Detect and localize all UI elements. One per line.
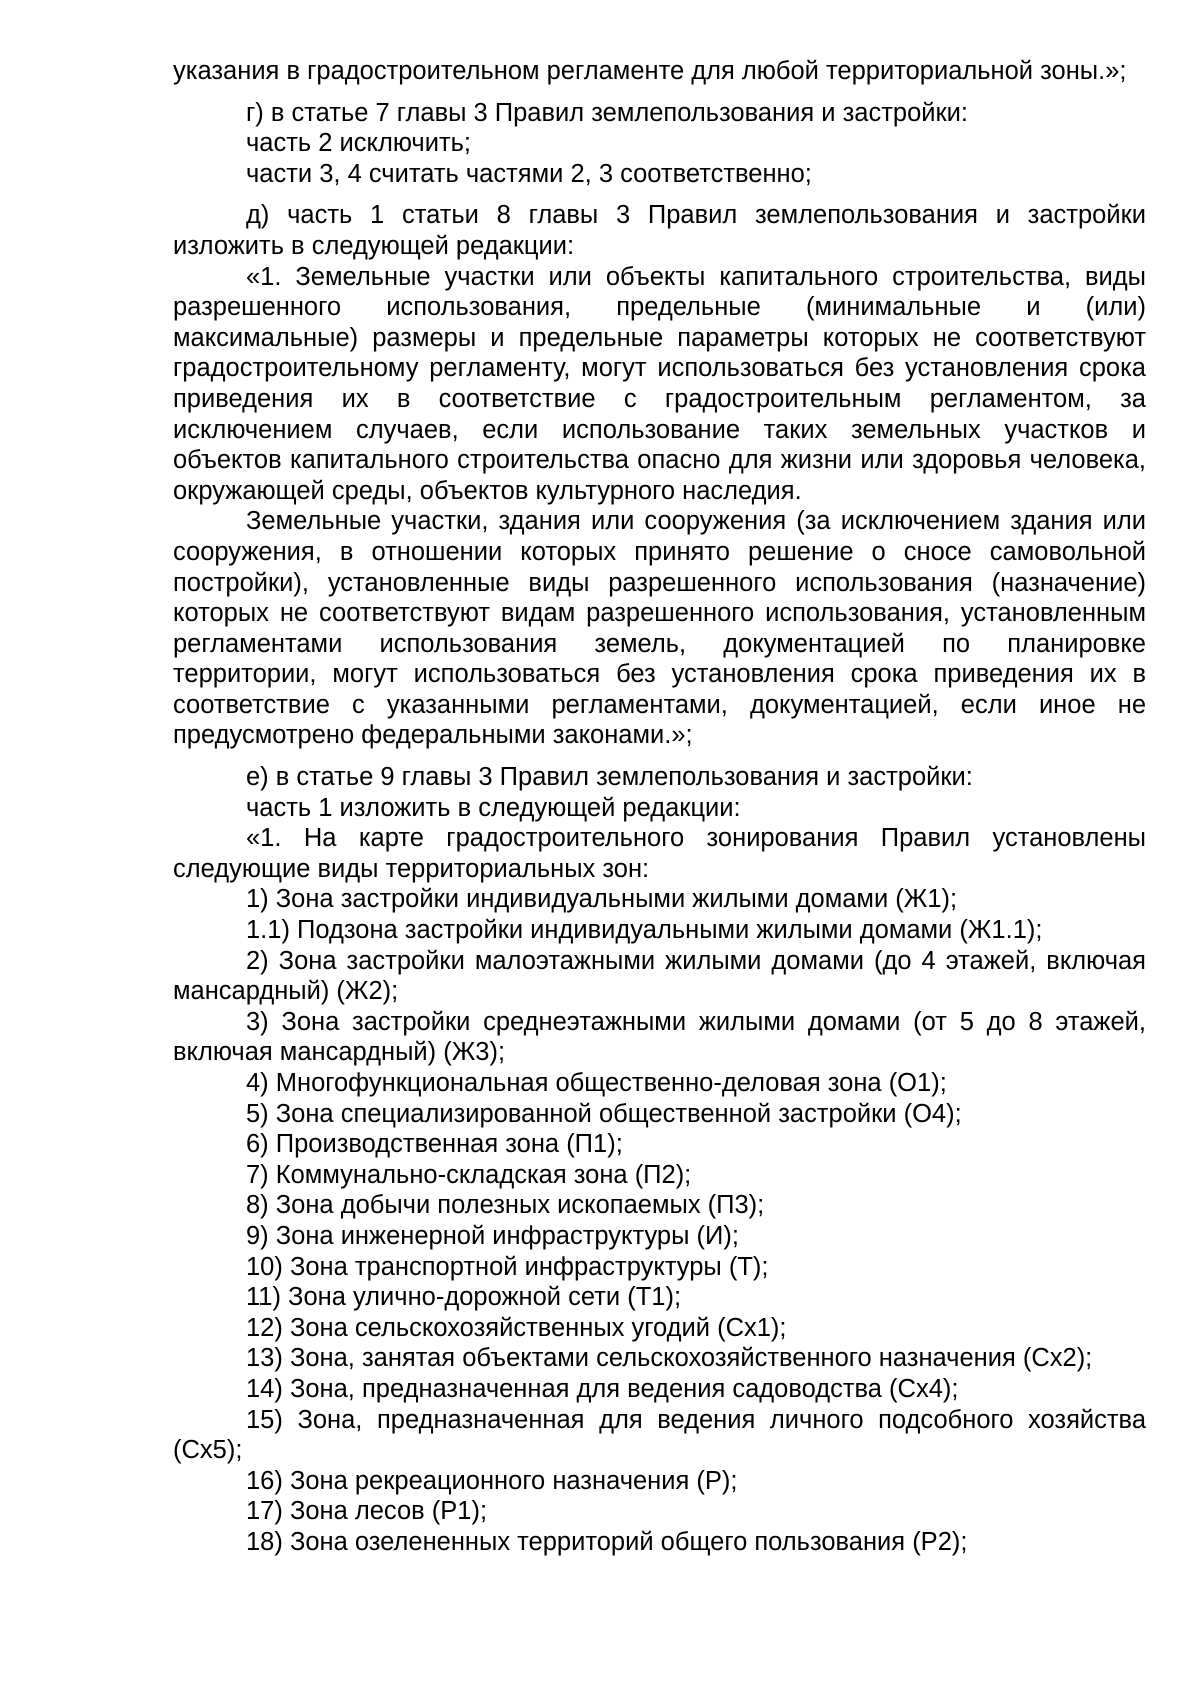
- document-paragraph: 13) Зона, занятая объектами сельскохозяйственного назначения (Сх2);: [246, 1344, 1093, 1373]
- document-paragraph: 9) Зона инженерной инфраструктуры (И);: [246, 1221, 739, 1250]
- document-paragraph: «1. Земельные участки или объекты капитального строительства, виды разрешенного использования, предельные (минимальные и (или) максимальные) размеры и предельные параметры которых не соответствуют градостроительному регламенту, могут использоваться без установления срока приведения их в соответствие с градостроительным регламентом, за исключением случаев, если использование таких земельных участков и объектов капитального строительства опасно для жизни или здоровья человека, окружающей среды, объектов культурного наследия.: [173, 262, 1146, 505]
- document-paragraph: 17) Зона лесов (Р1);: [246, 1497, 488, 1526]
- document-paragraph: 15) Зона, предназначенная для ведения личного подсобного хозяйства (Сх5);: [173, 1405, 1146, 1465]
- document-paragraph: е) в статье 9 главы 3 Правил землепользования и застройки:: [246, 763, 973, 792]
- document-paragraph: Земельные участки, здания или сооружения (за исключением здания или сооружения, в отношении которых принято решение о сносе самовольной постройки), установленные виды разрешенного использования (назначение) которых не соответствуют видам разрешенного использования, установленным регламентами использования земель, документацией по планировке территории, могут использоваться без установления срока приведения их в соответствие с указанными регламентами, документацией, если иное не предусмотрено федеральными законами.»;: [173, 507, 1146, 750]
- document-paragraph: 18) Зона озелененных территорий общего пользования (Р2);: [246, 1527, 968, 1556]
- document-paragraph: 2) Зона застройки малоэтажными жилыми домами (до 4 этажей, включая мансардный) (Ж2);: [173, 946, 1146, 1006]
- document-paragraph: указания в градостроительном регламенте для любой территориальной зоны.»;: [173, 57, 1127, 85]
- document-paragraph: г) в статье 7 главы 3 Правил землепользования и застройки:: [246, 98, 968, 127]
- document-paragraph: 6) Производственная зона (П1);: [246, 1130, 623, 1159]
- document-paragraph: «1. На карте градостроительного зонирования Правил установлены следующие виды территориальных зон:: [173, 824, 1146, 883]
- document-paragraph: часть 2 исключить;: [246, 129, 471, 158]
- document-paragraph: д) часть 1 статьи 8 главы 3 Правил землепользования и застройки изложить в следующей редакции:: [173, 201, 1146, 260]
- document-paragraph: 1) Зона застройки индивидуальными жилыми домами (Ж1);: [246, 885, 958, 914]
- document-paragraph: части 3, 4 считать частями 2, 3 соответственно;: [246, 159, 812, 188]
- document-page: [173, 56, 1146, 1558]
- document-paragraph: часть 1 изложить в следующей редакции:: [246, 793, 741, 822]
- document-paragraph: 8) Зона добычи полезных ископаемых (П3);: [246, 1191, 765, 1220]
- document-paragraph: 1.1) Подзона застройки индивидуальными жилыми домами (Ж1.1);: [246, 916, 1043, 945]
- document-paragraph: 14) Зона, предназначенная для ведения садоводства (Сх4);: [246, 1374, 959, 1403]
- document-paragraph: 5) Зона специализированной общественной застройки (О4);: [246, 1099, 962, 1128]
- document-paragraph: 7) Коммунально-складская зона (П2);: [246, 1160, 692, 1189]
- document-paragraph: 16) Зона рекреационного назначения (Р);: [246, 1466, 738, 1495]
- document-paragraph: 12) Зона сельскохозяйственных угодий (Сх1);: [246, 1313, 787, 1342]
- document-paragraph: 11) Зона улично-дорожной сети (Т1);: [246, 1283, 682, 1312]
- document-paragraph: 3) Зона застройки среднеэтажными жилыми домами (от 5 до 8 этажей, включая мансардный) (Ж3);: [173, 1007, 1146, 1067]
- document-paragraph: 4) Многофункциональная общественно-деловая зона (О1);: [246, 1069, 947, 1097]
- document-paragraph: 10) Зона транспортной инфраструктуры (Т);: [246, 1252, 769, 1281]
